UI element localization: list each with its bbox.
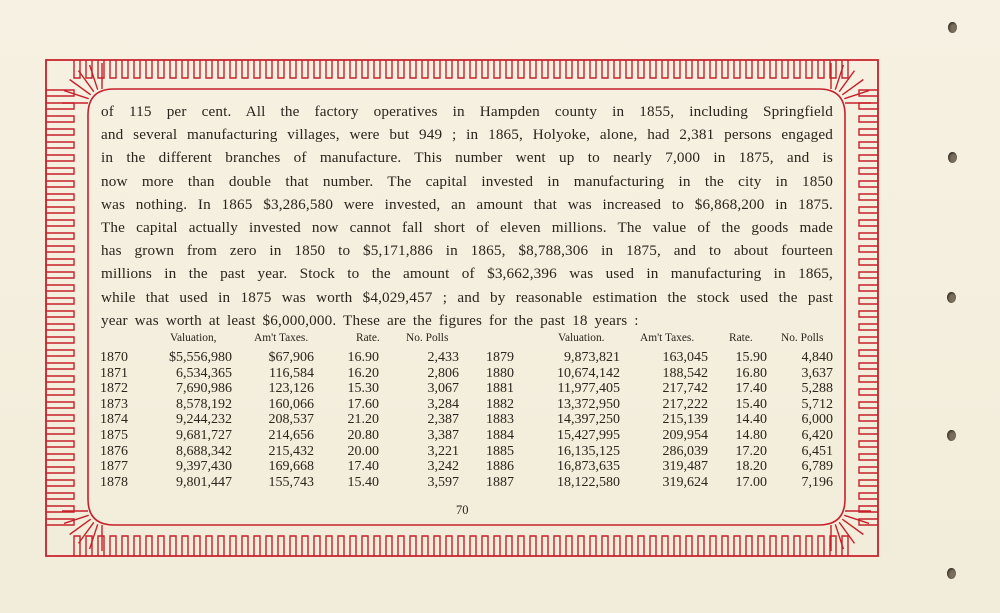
cell-year: 1887	[486, 474, 514, 490]
cell-valuation: 7,690,986	[176, 381, 232, 397]
cell-year: 1874	[100, 412, 128, 428]
column-header: Valuation.	[558, 332, 605, 344]
paragraph-line: while that used in 1875 was worth $4,029,457 ; and by reasonable estimation the stock used the past	[101, 288, 833, 306]
cell-polls: 5,288	[801, 381, 833, 397]
cell-taxes: 319,624	[662, 474, 708, 490]
cell-rate: 17.00	[735, 474, 767, 490]
cell-rate: 17.40	[347, 459, 379, 475]
cell-taxes: 215,139	[662, 412, 708, 428]
column-header: Rate.	[356, 332, 380, 344]
cell-polls: 3,284	[427, 396, 459, 412]
cell-polls: 3,067	[427, 381, 459, 397]
cell-rate: 20.00	[347, 443, 379, 459]
paragraph-line: in the different branches of manufacture. This number went up to nearly 7,000 in 1875, and is	[101, 149, 833, 167]
cell-year: 1882	[486, 396, 514, 412]
cell-valuation: 8,578,192	[176, 396, 232, 412]
body-paragraph	[101, 100, 833, 332]
cell-polls: 6,420	[801, 428, 833, 443]
cell-rate: 20.80	[347, 428, 379, 443]
cell-valuation: 8,688,342	[176, 443, 232, 459]
cell-valuation: 15,427,995	[557, 428, 620, 443]
cell-year: 1885	[486, 443, 514, 459]
cell-rate: 17.40	[735, 381, 767, 397]
binder-hole	[947, 568, 956, 579]
cell-year: 1878	[100, 474, 128, 490]
paragraph-line: has grown from zero in 1850 to $5,171,886 in 1865, $8,788,306 in 1875, and to about fourteen	[101, 242, 833, 260]
column-header: Rate.	[729, 332, 753, 344]
column-header: No. Polls	[406, 332, 449, 344]
cell-polls: 6,789	[801, 459, 833, 475]
cell-taxes: 188,542	[662, 365, 708, 381]
cell-year: 1879	[486, 350, 514, 365]
cell-valuation: 18,122,580	[557, 474, 620, 490]
cell-rate: 17.60	[347, 396, 379, 412]
cell-rate: 16.90	[347, 350, 379, 365]
cell-valuation: 9,397,430	[176, 459, 232, 475]
cell-taxes: 116,584	[269, 365, 314, 381]
cell-taxes: 217,222	[662, 396, 708, 412]
column-header: Valuation,	[170, 332, 217, 344]
cell-year: 1873	[100, 396, 128, 412]
cell-taxes: $67,906	[268, 350, 314, 365]
cell-polls: 4,840	[801, 350, 833, 365]
cell-year: 1877	[100, 459, 128, 475]
cell-year: 1881	[486, 381, 514, 397]
cell-year: 1871	[100, 365, 128, 381]
paragraph-line: The capital actually invested now cannot fall short of eleven millions. The value of the goods made	[101, 219, 833, 237]
cell-polls: 3,637	[801, 365, 833, 381]
cell-valuation: 10,674,142	[557, 365, 620, 381]
cell-polls: 2,806	[427, 365, 459, 381]
cell-polls: 3,242	[427, 459, 459, 475]
cell-polls: 2,433	[427, 350, 459, 365]
cell-rate: 16.80	[735, 365, 767, 381]
cell-year: 1884	[486, 428, 514, 443]
cell-valuation: 14,397,250	[557, 412, 620, 428]
cell-taxes: 209,954	[662, 428, 708, 443]
cell-rate: 16.20	[347, 365, 379, 381]
cell-taxes: 286,039	[662, 443, 708, 459]
cell-rate: 18.20	[735, 459, 767, 475]
paragraph-line: millions in the past year. Stock to the amount of $3,662,396 was used in manufacturing in 1865,	[101, 265, 833, 283]
cell-year: 1886	[486, 459, 514, 475]
cell-year: 1880	[486, 365, 514, 381]
cell-valuation: 11,977,405	[557, 381, 620, 397]
binder-hole	[947, 292, 956, 303]
cell-taxes: 163,045	[662, 350, 708, 365]
cell-valuation: 9,801,447	[176, 474, 232, 490]
cell-rate: 15.30	[347, 381, 379, 397]
cell-valuation: 9,873,821	[564, 350, 620, 365]
cell-valuation: 16,873,635	[557, 459, 620, 475]
cell-taxes: 217,742	[662, 381, 708, 397]
cell-rate: 14.40	[735, 412, 767, 428]
paragraph-line: of 115 per cent. All the factory operatives in Hampden county in 1855, including Springfield	[101, 103, 833, 120]
cell-rate: 17.20	[735, 443, 767, 459]
column-header: Am't Taxes.	[640, 332, 695, 344]
cell-rate: 15.90	[735, 350, 767, 365]
paragraph-line: year was worth at least $6,000,000. These are the figures for the past 18 years :	[101, 311, 639, 329]
cell-taxes: 169,668	[268, 459, 314, 475]
cell-taxes: 214,656	[268, 428, 314, 443]
cell-polls: 6,451	[801, 443, 833, 459]
cell-taxes: 319,487	[662, 459, 708, 475]
column-header: Am't Taxes.	[254, 332, 309, 344]
cell-rate: 15.40	[735, 396, 767, 412]
cell-rate: 21.20	[347, 412, 379, 428]
cell-taxes: 160,066	[268, 396, 314, 412]
cell-valuation: 9,681,727	[176, 428, 232, 443]
cell-taxes: 155,743	[268, 474, 314, 490]
cell-polls: 3,221	[427, 443, 459, 459]
cell-valuation: 9,244,232	[176, 412, 232, 428]
cell-polls: 5,712	[801, 396, 833, 412]
paragraph-line: and several manufacturing villages, were but 949 ; in 1865, Holyoke, alone, had 2,381 persons engaged	[101, 126, 833, 144]
cell-rate: 14.80	[735, 428, 767, 443]
cell-valuation: 16,135,125	[557, 443, 620, 459]
binder-hole	[948, 22, 957, 33]
binder-hole	[948, 152, 957, 163]
cell-polls: 3,597	[427, 474, 459, 490]
cell-valuation: 13,372,950	[557, 396, 620, 412]
paragraph-line: was nothing. In 1865 $3,286,580 were invested, an amount that was increased to $6,868,200 in 1875.	[101, 195, 833, 213]
cell-year: 1876	[100, 443, 128, 459]
cell-taxes: 215,432	[268, 443, 314, 459]
cell-year: 1870	[100, 350, 128, 365]
cell-valuation: $5,556,980	[169, 350, 232, 365]
cell-valuation: 6,534,365	[176, 365, 232, 381]
cell-year: 1883	[486, 412, 514, 428]
paragraph-line: now more than double that number. The capital invested in manufacturing in the city in 1850	[101, 172, 833, 190]
cell-taxes: 123,126	[268, 381, 314, 397]
cell-rate: 15.40	[347, 474, 379, 490]
cell-year: 1875	[100, 428, 128, 443]
column-header: No. Polls	[781, 332, 824, 344]
cell-polls: 3,387	[427, 428, 459, 443]
cell-polls: 7,196	[801, 474, 833, 490]
page-number: 70	[456, 503, 469, 517]
cell-year: 1872	[100, 381, 128, 397]
cell-taxes: 208,537	[268, 412, 314, 428]
cell-polls: 2,387	[427, 412, 459, 428]
binder-hole	[947, 430, 956, 441]
cell-polls: 6,000	[801, 412, 833, 428]
